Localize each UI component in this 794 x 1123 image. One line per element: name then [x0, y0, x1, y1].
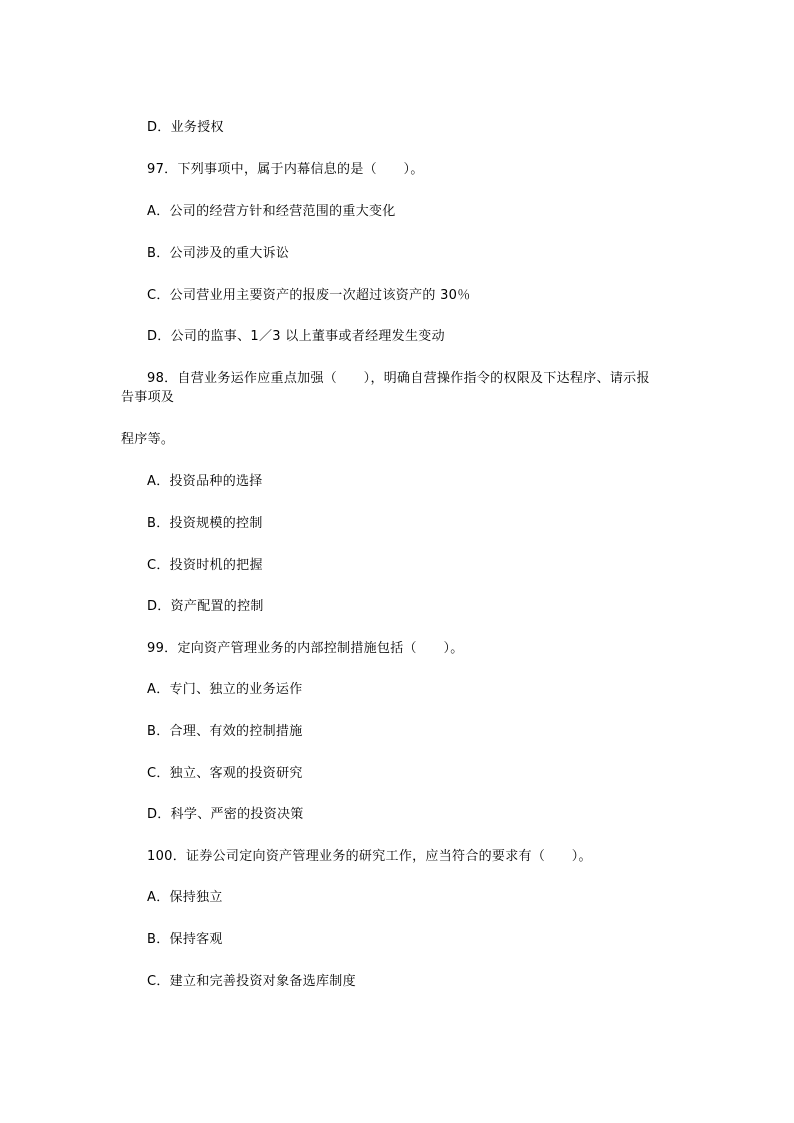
q98-question-line-2: 告事项及	[121, 390, 175, 405]
q99-option-b: B．合理、有效的控制措施	[147, 724, 303, 739]
q99-option-d: D．科学、严密的投资决策	[147, 807, 304, 822]
q100-option-a: A．保持独立	[147, 890, 223, 905]
q99-option-a: A．专门、独立的业务运作	[147, 682, 303, 697]
q98-option-b: B．投资规模的控制	[147, 516, 263, 531]
q100-option-b: B．保持客观	[147, 932, 223, 947]
q97-option-b: B．公司涉及的重大诉讼	[147, 246, 290, 261]
q98-option-c: C．投资时机的把握	[147, 558, 263, 573]
q98-option-a: A．投资品种的选择	[147, 474, 263, 489]
q97-question: 97．下列事项中，属于内幕信息的是（ ）。	[147, 162, 424, 177]
q99-question: 99．定向资产管理业务的内部控制措施包括（ ）。	[147, 641, 464, 656]
q98-question-line-1: 98．自营业务运作应重点加强（ ），明确自营操作指令的权限及下达程序、请示报	[147, 371, 650, 386]
q100-question: 100．证券公司定向资产管理业务的研究工作，应当符合的要求有（ ）。	[147, 849, 592, 864]
q96-option-d: D．业务授权	[147, 120, 224, 135]
q97-option-a: A．公司的经营方针和经营范围的重大变化	[147, 204, 396, 219]
q99-option-c: C．独立、客观的投资研究	[147, 766, 303, 781]
q100-option-c: C．建立和完善投资对象备选库制度	[147, 974, 356, 989]
q98-question-line-3: 程序等。	[121, 432, 175, 447]
q98-option-d: D．资产配置的控制	[147, 599, 264, 614]
q97-option-c: C．公司营业用主要资产的报废一次超过该资产的 30％	[147, 288, 471, 303]
q97-option-d: D．公司的监事、1／3 以上董事或者经理发生变动	[147, 329, 445, 344]
